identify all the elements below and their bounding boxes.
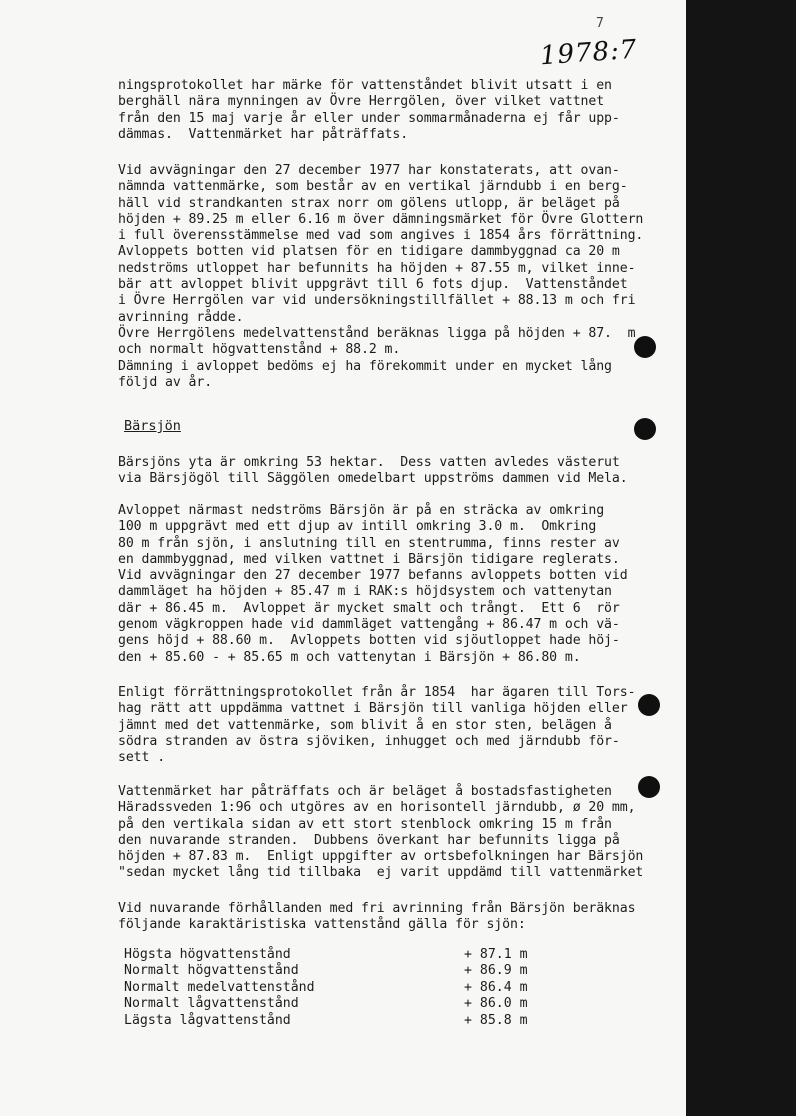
page-number: 7 bbox=[596, 16, 604, 31]
level-value: + 87.1 m bbox=[464, 947, 528, 962]
level-label: Normalt medelvattenstånd bbox=[124, 979, 315, 995]
level-value: + 86.9 m bbox=[464, 963, 528, 979]
punch-hole-1 bbox=[634, 336, 656, 358]
paragraph-levelling-herrgolen: Vid avvägningar den 27 december 1977 har konstaterats, att ovan- nämnda vattenmärke, som består av en vertikal järndubb i en berg- häll vid strandkanten strax norr om gölens utlopp, är beläget på höjden + 89.25 m eller 6.16 m över dämningsmärket för Övre Glottern i full överensstämmelse med vad som angives i 1854 års förrättning. Avloppets botten vid platsen för en tidigare dammbyggnad ca 20 m nedströms utloppet har befunnits ha höjden + 87.55 m, vilket inne- bär att avloppet blivit uppgrävt till 6 fots djup. Vattenståndet i Övre Herrgölen var vid undersökningstillfället + 88.13 m och fri avrinning rådde. Övre Herrgölens medelvattenstånd beräknas ligga på höjden + 87. m och normalt högvattenstånd + 88.2 m. Dämning i avloppet bedöms ej ha förekommit under en mycket lång följd av år. bbox=[118, 163, 644, 390]
level-label: Högsta högvattenstånd bbox=[124, 947, 291, 962]
section-heading-barsjon: Bärsjön bbox=[124, 418, 181, 434]
table-row bbox=[124, 947, 584, 963]
punch-hole-3 bbox=[638, 694, 660, 716]
table-row bbox=[124, 963, 584, 979]
level-label: Lägsta lågvattenstånd bbox=[124, 1012, 291, 1028]
punch-hole-2 bbox=[634, 418, 656, 440]
handwritten-archive-note: 1978:7 bbox=[539, 34, 639, 72]
water-level-table bbox=[124, 947, 584, 1029]
paragraph-water-mark-herrgolen: ningsprotokollet har märke för vattenståndet blivit utsatt i en berghäll nära mynningen av Övre Herrgölen, över vilket vattnet från den 15 maj varje år eller under sommarmånaderna ej får upp- dämmas. Vattenmärket har påträffats. bbox=[118, 78, 620, 142]
level-value: + 85.8 m bbox=[464, 1012, 528, 1028]
level-value: + 86.4 m bbox=[464, 979, 528, 995]
level-label: Normalt högvattenstånd bbox=[124, 963, 299, 979]
paragraph-current-conditions: Vid nuvarande förhållanden med fri avrinning från Bärsjön beräknas följande karaktäristiska vattenstånd gälla för sjön: bbox=[118, 901, 636, 933]
table-row bbox=[124, 980, 584, 996]
paragraph-barsjon-outlet: Avloppet närmast nedströms Bärsjön är på en sträcka av omkring 100 m uppgrävt med ett djup av intill omkring 3.0 m. Omkring 80 m från sjön, i anslutning till en stentrumma, finns rester av en dammbyggnad, med vilken vattnet i Bärsjön tidigare reglerats. Vid avvägningar den 27 december 1977 befanns avloppets botten vid dammläget ha höjden + 85.47 m i RAK:s höjdsystem och vattenytan där + 86.45 m. Avloppet är mycket smalt och trångt. Ett 6 rör genom vägkroppen hade vid dammläget vattengång + 86.47 m och vä- gens höjd + 88.60 m. Avloppets botten vid sjöutloppet hade höj- den + 85.60 - + 85.65 m och vattenytan i Bärsjön + 86.80 m. bbox=[118, 503, 628, 665]
paragraph-barsjon-area: Bärsjöns yta är omkring 53 hektar. Dess vatten avledes västerut via Bärsjögöl till Säggölen omedelbart uppströms dammen vid Mela. bbox=[118, 455, 628, 487]
punch-hole-4 bbox=[638, 776, 660, 798]
level-value: + 86.0 m bbox=[464, 996, 528, 1012]
scan-border bbox=[686, 0, 796, 1116]
table-row bbox=[124, 1013, 584, 1029]
paragraph-water-mark-found: Vattenmärket har påträffats och är beläget å bostadsfastigheten Häradssveden 1:96 och utgöres av en horisontell järndubb, ø 20 mm, på den vertikala sidan av ett stort stenblock omkring 15 m från den nuvarande stranden. Dubbens överkant har befunnits ligga på höjden + 87.83 m. Enligt uppgifter av ortsbefolkningen har Bärsjön "sedan mycket lång tid tillbaka ej varit uppdämd till vattenmärket bbox=[118, 784, 644, 881]
level-label: Normalt lågvattenstånd bbox=[124, 996, 299, 1012]
paragraph-1854-protocol: Enligt förrättningsprotokollet från år 1854 har ägaren till Tors- hag rätt att uppdämma vattnet i Bärsjön till vanliga höjden eller jämnt med det vattenmärke, som blivit å en stor sten, belägen å södra stranden av östra sjöviken, inhugget och med järndubb för- sett . bbox=[118, 685, 636, 766]
table-row bbox=[124, 996, 584, 1012]
